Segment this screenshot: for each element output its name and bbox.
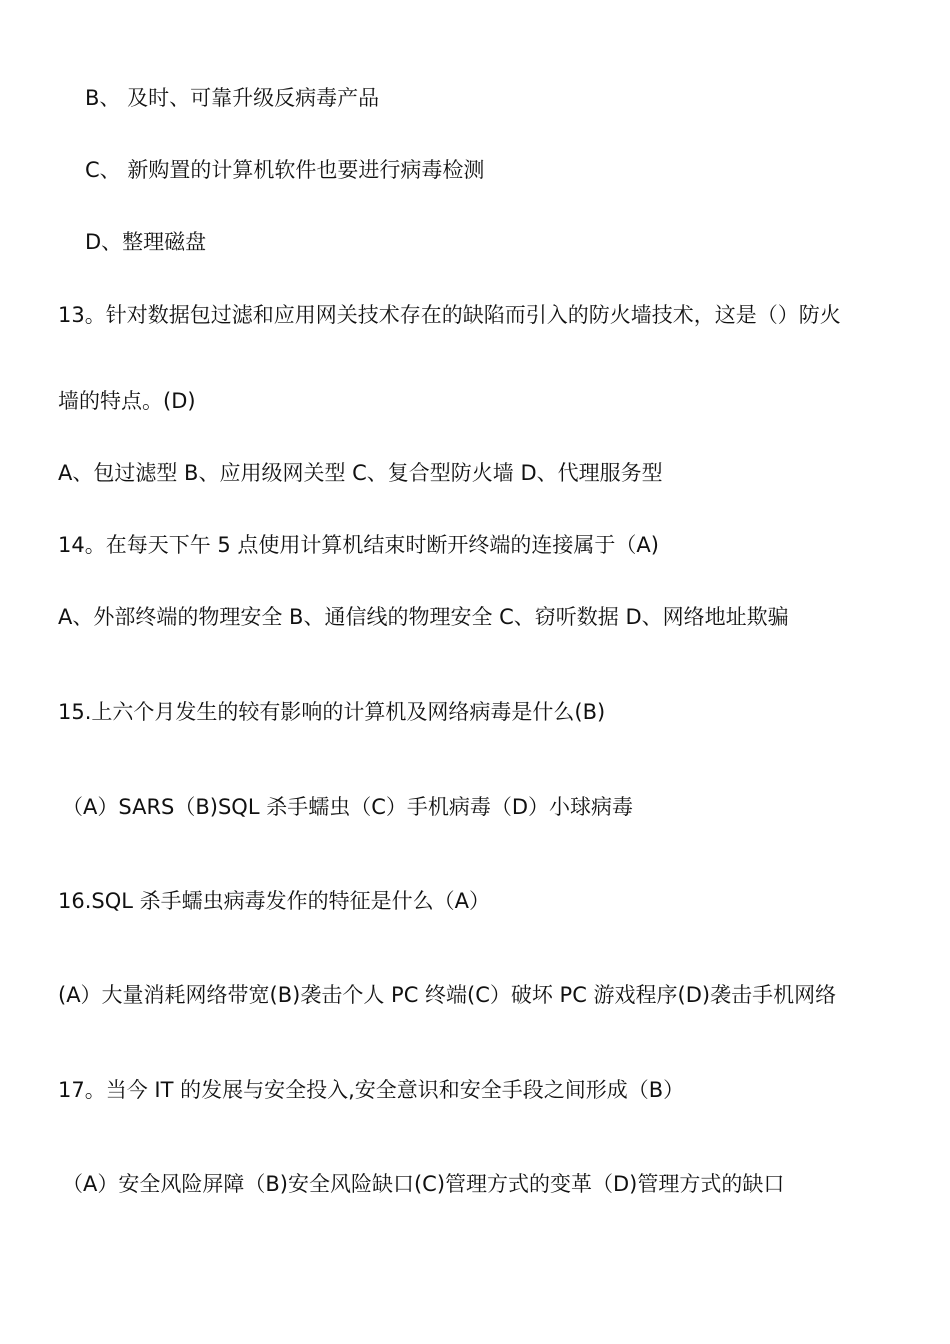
question-13-line-2: 墙的特点。(D) — [58, 389, 196, 413]
option-d-line: D、整理磁盘 — [85, 230, 207, 254]
question-14-line: 14。在每天下午 5 点使用计算机结束时断开终端的连接属于（A) — [58, 533, 659, 557]
question-13-line-1: 13。针对数据包过滤和应用网关技术存在的缺陷而引入的防火墙技术，这是（）防火 — [58, 303, 841, 327]
question-14-options: A、外部终端的物理安全 B、通信线的物理安全 C、窃听数据 D、网络地址欺骗 — [58, 605, 789, 629]
question-16-options: (A）大量消耗网络带宽(B)袭击个人 PC 终端(C）破坏 PC 游戏程序(D)袭击手机网络 — [58, 983, 837, 1007]
option-b-line: B、 及时、可靠升级反病毒产品 — [85, 86, 380, 110]
question-15-line: 15.上六个月发生的较有影响的计算机及网络病毒是什么(B) — [58, 700, 606, 724]
question-13-options: A、包过滤型 B、应用级网关型 C、复合型防火墙 D、代理服务型 — [58, 461, 663, 485]
question-17-line: 17。当今 IT 的发展与安全投入,安全意识和安全手段之间形成（B） — [58, 1078, 685, 1102]
question-17-options: （A）安全风险屏障（B)安全风险缺口(C)管理方式的变革（D)管理方式的缺口 — [62, 1172, 785, 1196]
question-16-line: 16.SQL 杀手蠕虫病毒发作的特征是什么（A） — [58, 889, 490, 913]
question-15-options: （A）SARS（B)SQL 杀手蠕虫（C）手机病毒（D）小球病毒 — [62, 795, 634, 819]
option-c-line: C、 新购置的计算机软件也要进行病毒检测 — [85, 158, 485, 182]
